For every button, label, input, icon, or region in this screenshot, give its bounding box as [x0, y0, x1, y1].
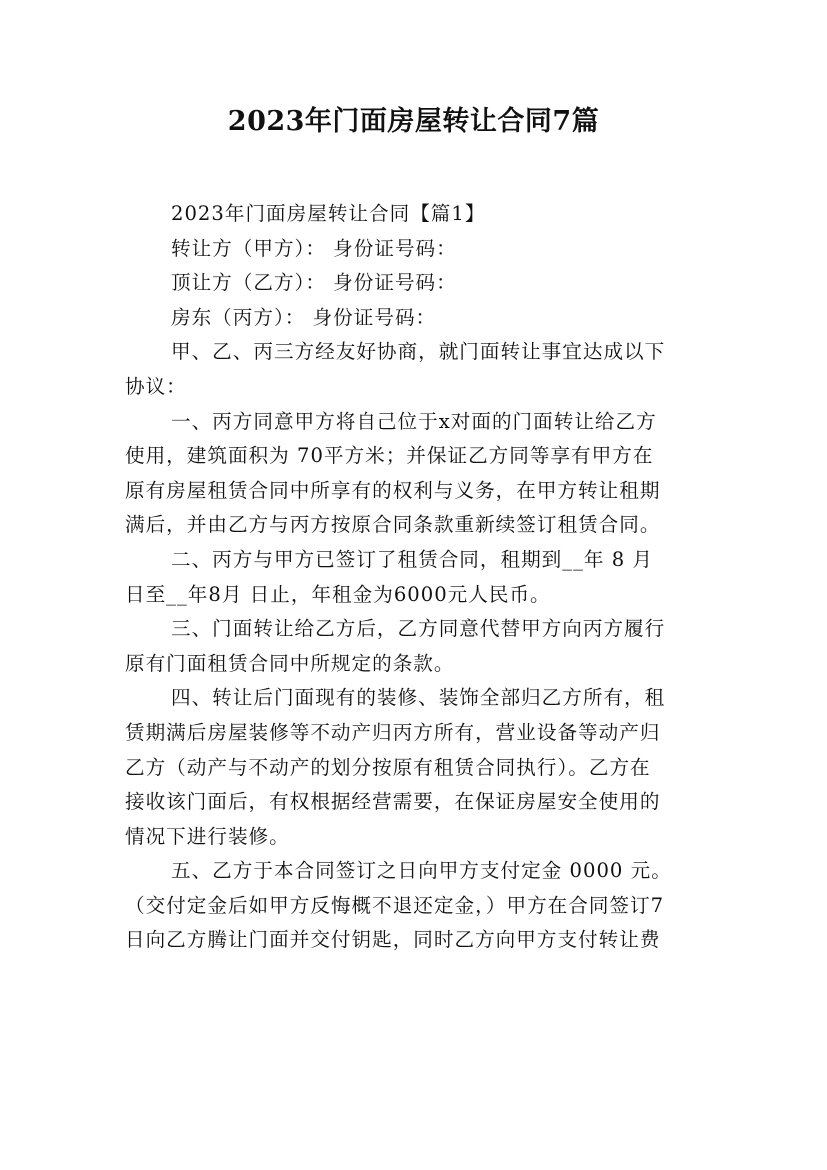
- paragraph-line: 使用，建筑面积为 70平方米；并保证乙方同等享有甲方在: [125, 444, 654, 468]
- paragraph-line: 甲、乙、丙三方经友好协商，就门面转让事宜达成以下: [171, 340, 666, 364]
- paragraph-line: 赁期满后房屋装修等不动产归丙方所有，营业设备等动产归: [125, 720, 661, 744]
- paragraph-line: 接收该门面后，有权根据经营需要，在保证房屋安全使用的: [125, 790, 661, 814]
- paragraph-line: 日向乙方腾让门面并交付钥匙，同时乙方向甲方支付转让费: [125, 928, 661, 952]
- document-title: 2023年门面房屋转让合同7篇: [227, 106, 600, 137]
- paragraph-line: 情况下进行装修。: [125, 824, 290, 848]
- paragraph-line: 五、乙方于本合同签订之日向甲方支付定金 0000 元。: [171, 859, 672, 883]
- paragraph-line: 一、丙方同意甲方将自己位于x对面的门面转让给乙方: [171, 409, 657, 433]
- party-b-line: 顶让方（乙方）： 身份证号码：: [171, 271, 457, 295]
- paragraph-line: 协议：: [125, 374, 187, 398]
- landlord-line: 房东（丙方）： 身份证号码：: [171, 305, 437, 329]
- document-body: [125, 197, 708, 958]
- party-a-line: 转让方（甲方）： 身份证号码：: [171, 236, 457, 260]
- paragraph-line: （交付定金后如甲方反悔概不退还定金，）甲方在合同签订7: [125, 893, 665, 917]
- paragraph-line: 三、门面转让给乙方后，乙方同意代替甲方向丙方履行: [171, 617, 666, 641]
- paragraph-line: 四、转让后门面现有的装修、装饰全部归乙方所有，租: [171, 686, 666, 710]
- paragraph-line: 原有门面租赁合同中所规定的条款。: [125, 651, 455, 675]
- section-heading: 2023年门面房屋转让合同【篇1】: [171, 202, 486, 225]
- paragraph-line: 原有房屋租赁合同中所享有的权利与义务，在甲方转让租期: [125, 478, 661, 502]
- paragraph-line: 日至__年8月 日止，年租金为6000元人民币。: [125, 582, 551, 606]
- paragraph-line: 乙方（动产与不动产的划分按原有租赁合同执行）。乙方在: [125, 755, 651, 779]
- paragraph-line: 二、丙方与甲方已签订了租赁合同，租期到__年 8 月: [171, 547, 653, 571]
- paragraph-line: 满后，并由乙方与丙方按原合同条款重新续签订租赁合同。: [125, 513, 661, 537]
